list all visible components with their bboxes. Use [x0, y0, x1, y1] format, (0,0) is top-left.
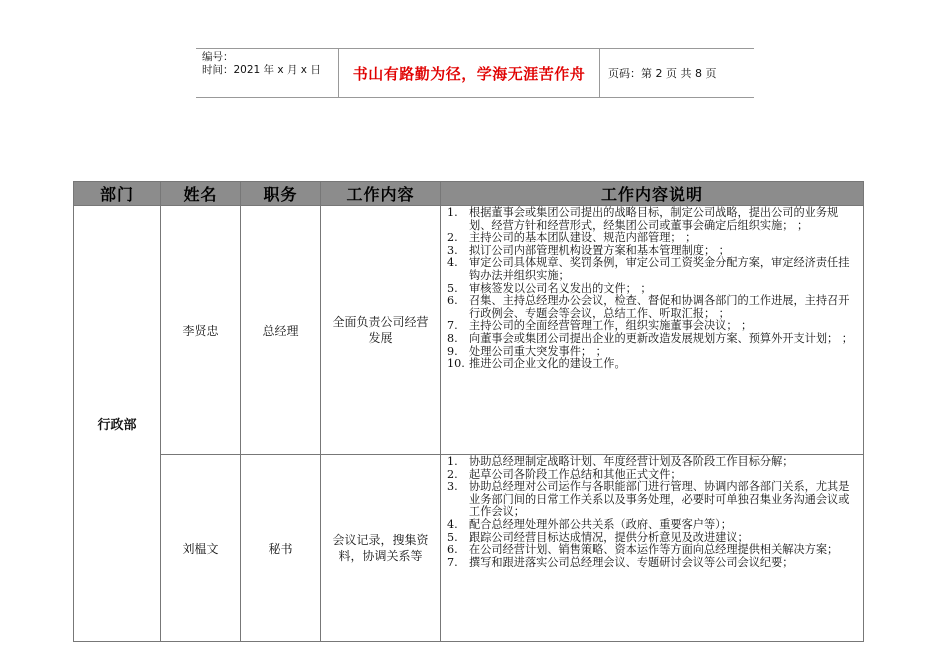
list-item: 5. 跟踪公司经营目标达成情况，提供分析意见及改进建议；	[447, 530, 749, 544]
list-item: 6. 在公司经营计划、销售策略、资本运作等方面向总经理提供相关解决方案；	[447, 543, 839, 557]
list-item: 2. 主持公司的基本团队建设、规范内部管理； ；	[447, 231, 697, 245]
document-number-label: 编号：	[202, 51, 234, 63]
employee-name: 李贤忠	[161, 206, 241, 455]
header-duty: 工作内容	[321, 182, 441, 206]
employee-duty: 会议记录，搜集资料，协调关系等	[321, 455, 441, 642]
employee-name: 刘榅文	[161, 455, 241, 642]
table-row	[74, 455, 864, 642]
list-item: 1. 协助总经理制定战略计划、年度经营计划及各阶段工作目标分解；	[447, 455, 794, 468]
duty-list	[447, 456, 857, 569]
page-header	[196, 48, 754, 98]
list-item: 8. 向董事会或集团公司提出企业的更新改造发展规划方案、预算外开支计划； ；	[447, 331, 853, 345]
table-row	[74, 206, 864, 455]
header-position: 职务	[241, 182, 321, 206]
header-meta	[196, 49, 338, 97]
document-date: 时间：2021 年 x 月 x 日	[202, 64, 321, 76]
table-header-row	[74, 182, 864, 206]
duty-list	[447, 207, 857, 371]
duty-description	[441, 206, 864, 455]
list-item: 3. 拟订公司内部管理机构设置方案和基本管理制度； ；	[447, 243, 730, 257]
list-item: 2. 起草公司各阶段工作总结和其他正式文件；	[447, 467, 682, 481]
employee-position: 总经理	[241, 206, 321, 455]
list-item: 10. 推进公司企业文化的建设工作。	[447, 357, 626, 371]
list-item: 7. 主持公司的全面经营管理工作，组织实施董事会决议； ；	[447, 319, 753, 333]
list-item: 4. 配合总经理处理外部公共关系（政府、重要客户等）；	[447, 517, 732, 531]
list-item: 5. 审核签发以公司名义发出的文件； ；	[447, 281, 652, 295]
list-item: 1. 根据董事会或集团公司提出的战略目标，制定公司战略，提出公司的业务规划、经营方针和经营形式，经集团公司或董事会确定后组织实施； ；	[447, 206, 839, 232]
header-department: 部门	[74, 182, 161, 206]
employee-position: 秘书	[241, 455, 321, 642]
list-item: 7. 撰写和跟进落实公司总经理会议、专题研讨会议等公司会议纪要；	[447, 555, 794, 569]
header-name: 姓名	[161, 182, 241, 206]
job-description-table	[73, 181, 864, 642]
list-item: 6. 召集、主持总经理办公会议，检查、督促和协调各部门的工作进展，主持召开行政例会、专题会等会议，总结工作、听取汇报； ；	[447, 294, 850, 320]
duty-description	[441, 455, 864, 642]
employee-duty: 全面负责公司经营发展	[321, 206, 441, 455]
list-item: 3. 协助总经理对公司运作与各职能部门进行管理、协调内部各部门关系，尤其是业务部门间的日常工作关系以及事务处理，必要时可单独召集业务沟通会议或工作会议；	[447, 480, 850, 519]
page-number: 页码：第 2 页 共 8 页	[608, 67, 717, 80]
header-motto: 书山有路勤为径，学海无涯苦作舟	[338, 49, 600, 97]
list-item: 4. 审定公司具体规章、奖罚条例，审定公司工资奖金分配方案，审定经济责任挂钩办法并组织实施；	[447, 256, 850, 282]
department-cell: 行政部	[74, 206, 161, 642]
header-description: 工作内容说明	[441, 182, 864, 206]
list-item: 9. 处理公司重大突发事件； ；	[447, 344, 607, 358]
